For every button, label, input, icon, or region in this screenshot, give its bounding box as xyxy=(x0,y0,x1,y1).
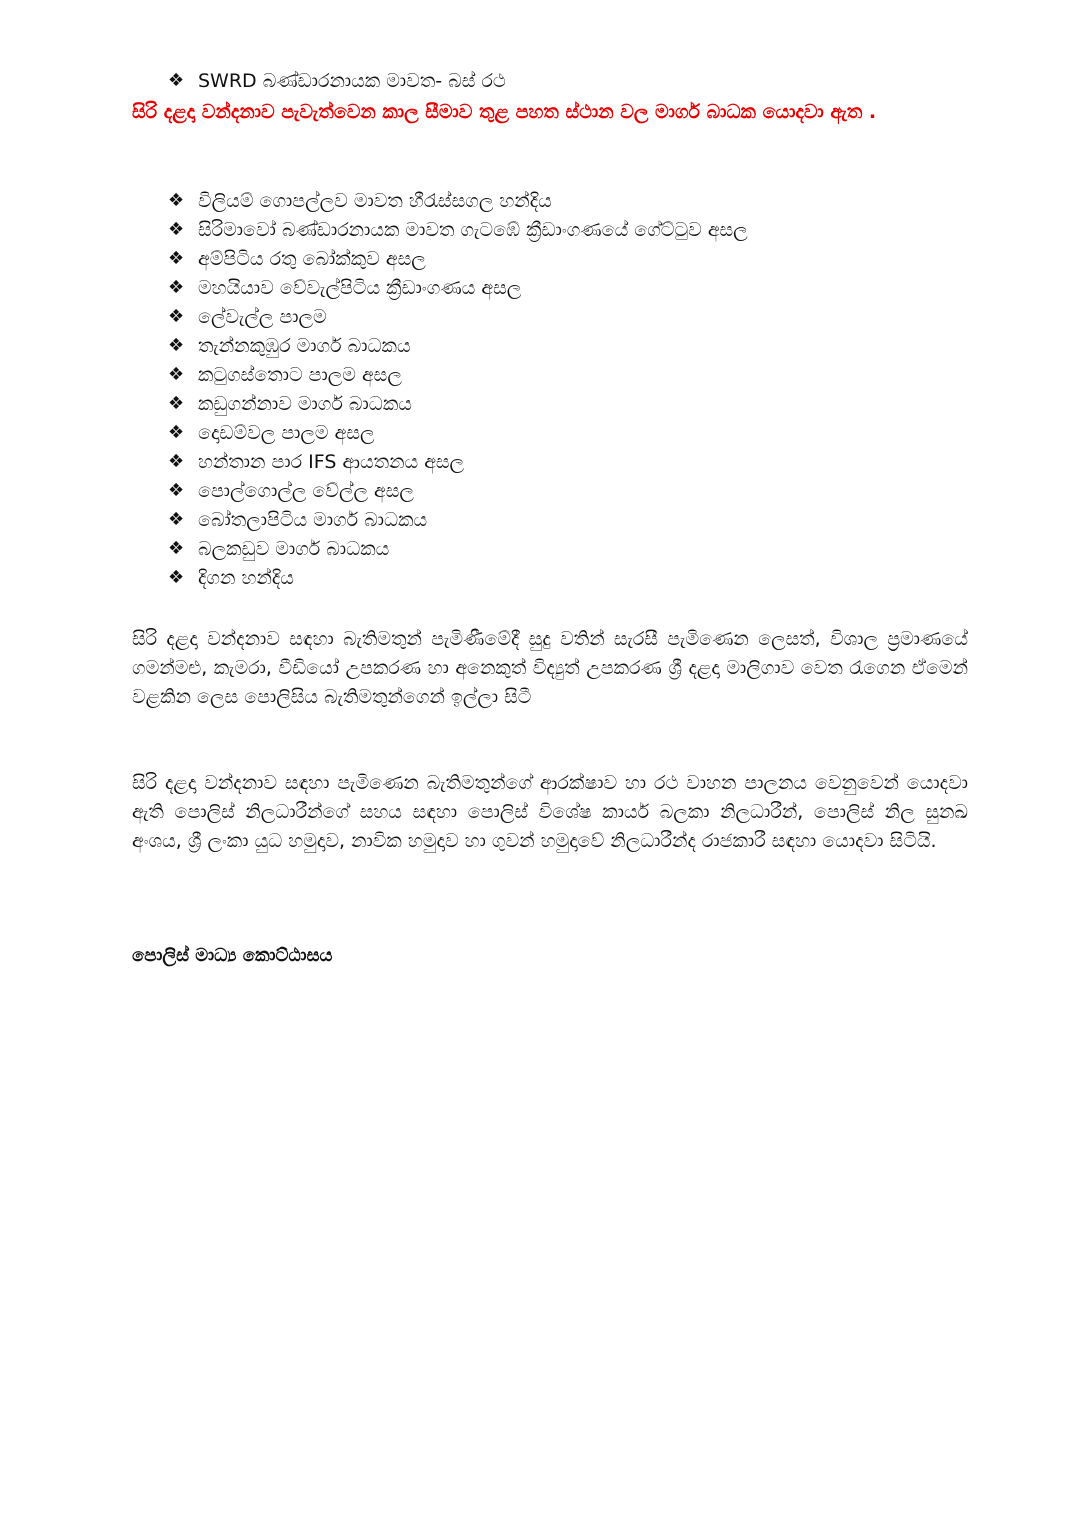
list-item-text: බලකඩුව මාර්ග බාධකය xyxy=(198,537,390,560)
list-item xyxy=(168,505,748,534)
list-item-text: පොල්ගොල්ල වේල්ල අසල xyxy=(198,479,414,502)
diamond-bullet-icon: ❖ xyxy=(168,451,185,472)
diamond-bullet-icon: ❖ xyxy=(168,538,185,559)
list-item-text: කඩුගන්නාව මාර්ග බාධකය xyxy=(198,392,412,415)
list-item-text: බෝතලාපිටිය මාර්ග බාධකය xyxy=(198,508,428,531)
diamond-bullet-icon: ❖ xyxy=(168,422,185,443)
list-item-text: අම්පිටිය රතු බෝක්කුව අසල xyxy=(198,247,426,270)
diamond-bullet-icon: ❖ xyxy=(168,190,185,211)
list-item xyxy=(168,360,748,389)
list-item-text: මහයියාව වේවැල්පිටිය ක්‍රීඩාංගණය අසල xyxy=(198,276,522,299)
list-item-text: තැන්නකුඹුර මාර්ග බාධකය xyxy=(198,334,411,357)
diamond-bullet-icon: ❖ xyxy=(168,306,185,327)
diamond-bullet-icon: ❖ xyxy=(168,70,185,91)
list-item-text: දිගන හන්දිය xyxy=(198,566,294,589)
list-item-text: විලියම් ගොපල්ලව මාවත හීරැස්සගල හන්දිය xyxy=(198,189,552,212)
diamond-bullet-icon: ❖ xyxy=(168,393,185,414)
security-deployment-paragraph: සිරි දළදා වන්දනාව සඳහා පැමිණෙන බැතිමතුන්ගේ ආරක්ෂාව හා රථ වාහන පාලනය වෙනුවෙන් යොදවා ඇති පොලිස් නිලධාරීන්ගේ සහය සඳහා පොලිස් විශේෂ කාර්ය බලකා නිලධාරීන්, පොලිස් නිල සුනඛ අංශය, ශ්‍රී ලංකා යුධ හමුදාව, නාවික හමුදාව හා ගුවන් හමුදාවේ නිලධාරීන්ද රාජකාරී සඳහා යොදවා සිටියි. xyxy=(132,772,968,852)
diamond-bullet-icon: ❖ xyxy=(168,567,185,588)
road-barrier-notice: සිරි දළදා වන්දනාව පැවැත්වෙන කාල සීමාව තුළ පහත ස්ථාන වල මාර්ග බාධක යොදවා ඇත . xyxy=(132,101,877,123)
list-item xyxy=(168,302,748,331)
list-item xyxy=(168,273,748,302)
issuer-signature: පොලිස් මාධ්‍ය කොට්ඨාසය xyxy=(132,945,333,966)
diamond-bullet-icon: ❖ xyxy=(168,219,185,240)
list-item xyxy=(168,418,748,447)
list-item-text: දොඩම්වල පාලම අසල xyxy=(198,421,375,444)
diamond-bullet-icon: ❖ xyxy=(168,335,185,356)
diamond-bullet-icon: ❖ xyxy=(168,509,185,530)
list-item xyxy=(168,389,748,418)
list-item xyxy=(168,66,506,95)
list-item xyxy=(168,331,748,360)
list-item-text: සිරිමාවෝ බණ්ඩාරනායක මාවත ගැටඹේ ක්‍රීඩාංගණයේ ගේට්ටුව අසල xyxy=(198,218,748,241)
list-item xyxy=(168,186,748,215)
devotee-instructions-paragraph: සිරි දළදා වන්දනාව සඳහා බැතිමතුන් පැමිණීමේදී සුදු වතින් සැරසී පැමිණෙන ලෙසත්, විශාල ප්‍රමාණයේ ගමන්මළු, කැමරා, වීඩියෝ උපකරණ හා අනෙකුත් විද්‍යුත් උපකරණ ශ්‍රී දළදා මාලිගාව වෙත රැගෙන ඒමෙන් වළකින ලෙස පොලිසිය බැතිමතුන්ගෙන් ඉල්ලා සිටී xyxy=(132,628,968,708)
list-item xyxy=(168,534,748,563)
list-item xyxy=(168,244,748,273)
list-item xyxy=(168,215,748,244)
list-item-text: SWRD බණ්ඩාරනායක මාවත- බස් රථ xyxy=(198,69,506,92)
list-item xyxy=(168,476,748,505)
diamond-bullet-icon: ❖ xyxy=(168,364,185,385)
diamond-bullet-icon: ❖ xyxy=(168,248,185,269)
diamond-bullet-icon: ❖ xyxy=(168,277,185,298)
top-bullet-list xyxy=(168,66,506,95)
diamond-bullet-icon: ❖ xyxy=(168,480,185,501)
list-item-text: කටුගස්තොට පාලම අසල xyxy=(198,363,402,386)
list-item xyxy=(168,447,748,476)
barrier-location-list xyxy=(168,186,748,592)
list-item-text: හන්තාන පාර IFS ආයතනය අසල xyxy=(198,450,465,473)
list-item xyxy=(168,563,748,592)
list-item-text: ලේවැල්ල පාලම xyxy=(198,305,327,328)
